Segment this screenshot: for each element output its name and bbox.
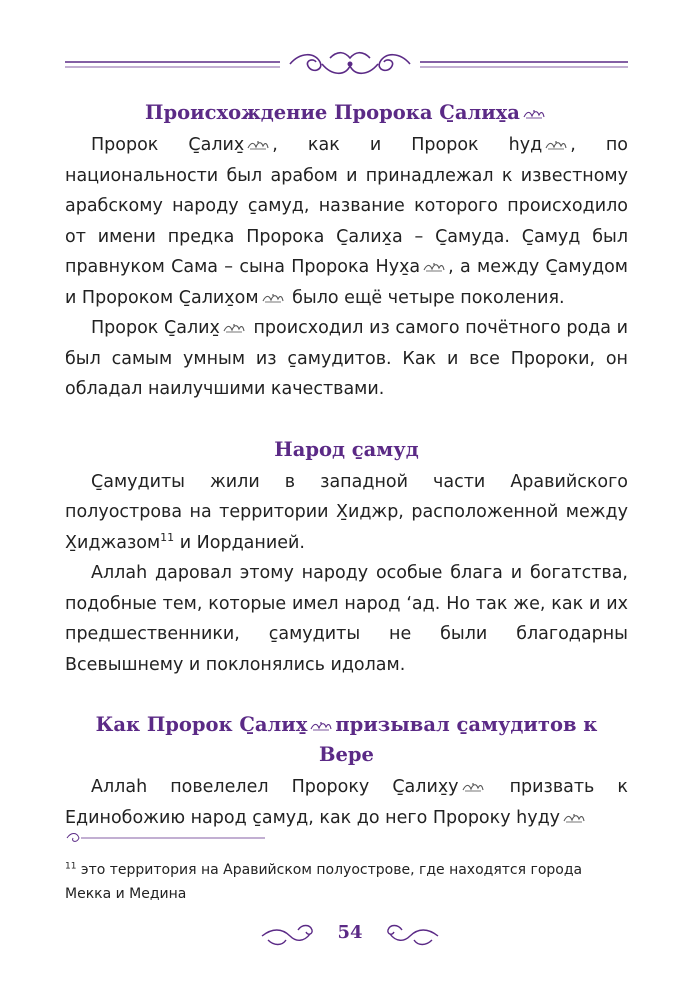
page-number: 54 (337, 922, 363, 943)
pbuh-ligature-icon (309, 720, 333, 732)
footnote-separator (65, 828, 265, 848)
footnote-reference[interactable]: 11 (160, 530, 175, 544)
footnote-number: 11 (65, 861, 77, 872)
pbuh-ligature-icon (522, 108, 546, 120)
pbuh-ligature-icon (461, 781, 485, 793)
header-ornament (0, 44, 700, 94)
section-heading-people: Народ с̱амуд (274, 437, 419, 461)
pbuh-ligature-icon (422, 261, 446, 273)
paragraph: Пророк С̱алих̱ , как и Пророк hуд , по национальности был арабом и принадлежал к известному арабскому народу с̱амуд, название которого происходило от имени предка Пророка С̱алих̱а – С̱амуда. С̱амуд был правнуком Сама – сына Пророка Нух̱а , а между С̱амудом и Пророком С̱алих̱ом было ещё четыре поколения. (65, 135, 628, 308)
paragraph: Аллаh повелелел Пророку С̱алих̱у призвать к Единобожию народ с̱амуд, как до него Пророку hуду (65, 777, 628, 828)
footnote-text: это территория на Аравийском полуострове, где находятся города Мекка и Медина (65, 862, 583, 902)
paragraph: Пророк С̱алих̱ происходил из самого почётного рода и был самым умным из с̱амудитов. Как и все Пророки, он обладал наилучшими качествами. (65, 318, 628, 399)
footnote (65, 858, 628, 906)
paragraph: Аллаh даровал этому народу особые блага и богатства, подобные тем, которые имел народ ‘ад. Но так же, как и их предшественники, с̱амудиты не были благодарны Всевышнему и поклонялись идолам. (65, 563, 628, 675)
page-content (65, 90, 628, 833)
pbuh-ligature-icon (222, 322, 246, 334)
pbuh-ligature-icon (544, 139, 568, 151)
pbuh-ligature-icon (246, 139, 270, 151)
section-heading-origin: Происхождение Пророка С̱алих̱а (65, 98, 628, 128)
pbuh-ligature-icon (562, 812, 586, 824)
pbuh-ligature-icon (261, 292, 285, 304)
paragraph: С̱амудиты жили в западной части Аравийского полуострова на территории Х̱иджр, расположенной между Х̱иджазом$^{11}$ и Иорданией. (65, 471, 628, 553)
section-heading-call: Как Пророк С̱алих̱ призывал с̱амудитов к Вере (95, 713, 598, 766)
